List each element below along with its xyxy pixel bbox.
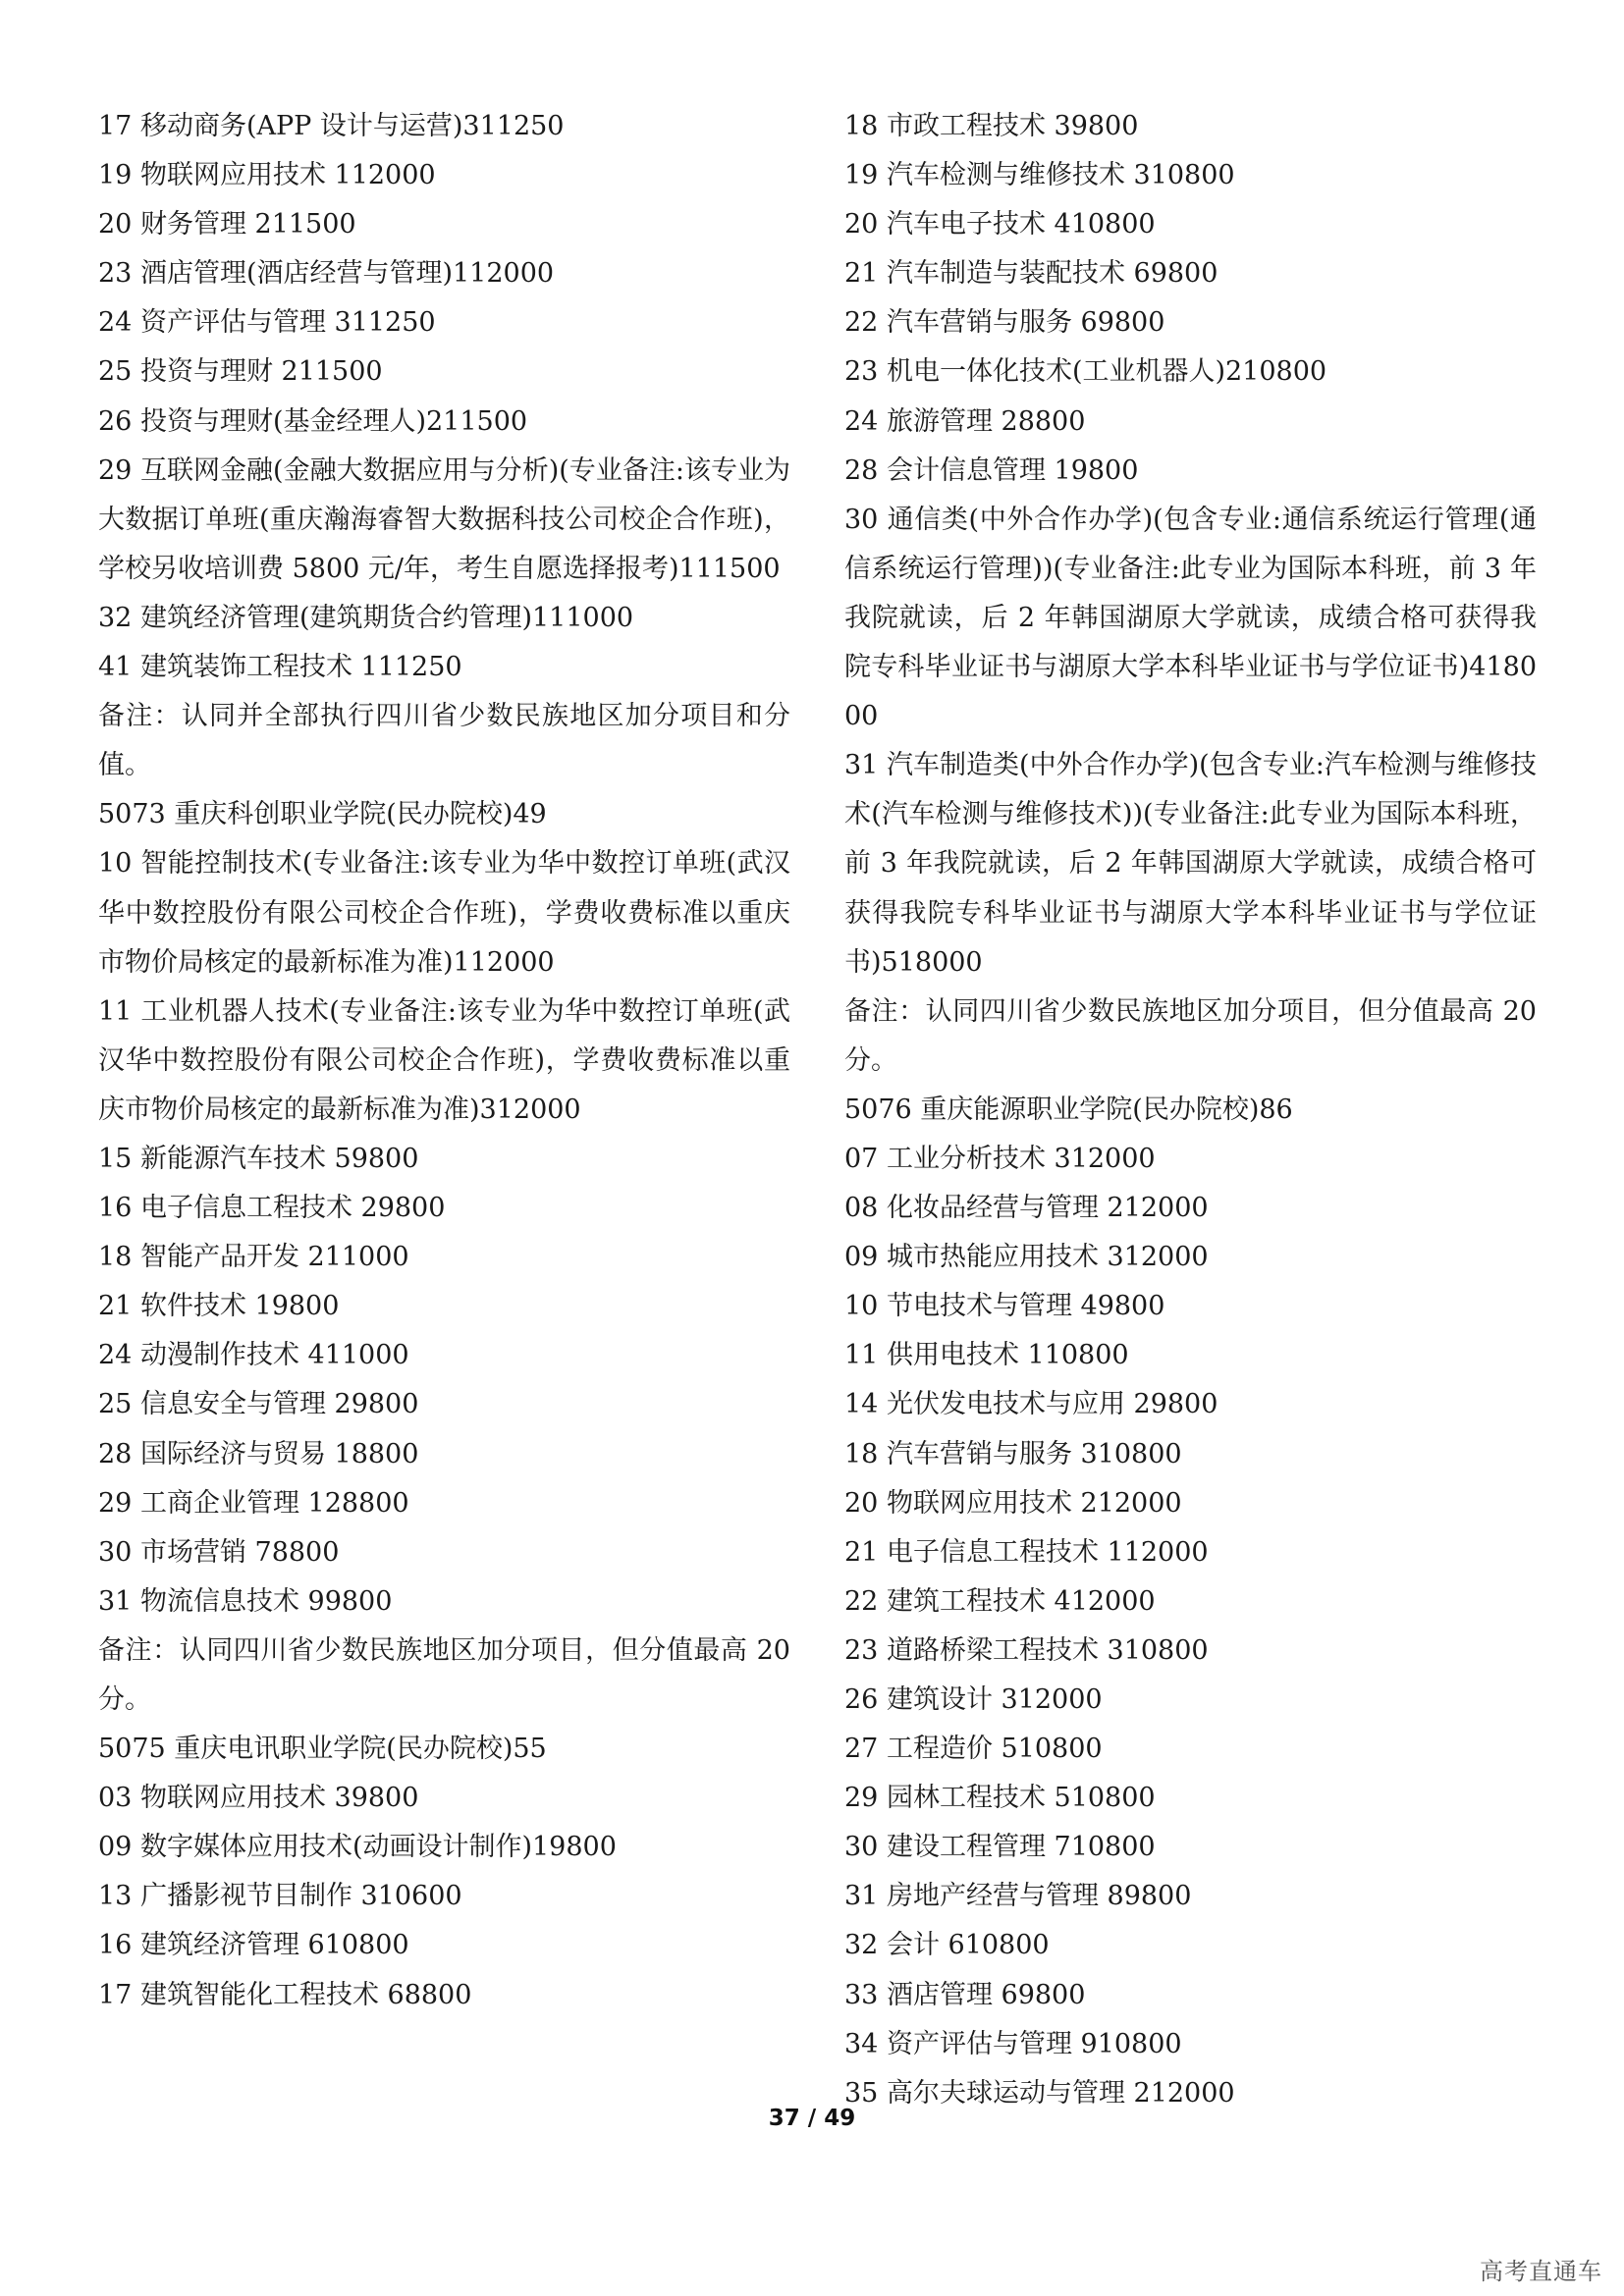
list-item: 21 汽车制造与装配技术 69800 (844, 258, 1218, 290)
list-item: 13 广播影视节目制作 310600 (98, 1881, 462, 1912)
list-item: 23 道路桥梁工程技术 310800 (844, 1634, 1209, 1666)
list-item: 24 资产评估与管理 311250 (98, 307, 436, 339)
list-item: 22 汽车营销与服务 69800 (844, 307, 1165, 339)
list-item: 34 资产评估与管理 910800 (844, 2028, 1182, 2059)
list-item: 27 工程造价 510800 (844, 1734, 1103, 1765)
list-item: 07 工业分析技术 312000 (844, 1143, 1156, 1174)
list-item: 28 国际经济与贸易 18800 (98, 1438, 419, 1469)
list-item: 备注：认同四川省少数民族地区加分项目，但分值最高 20 分。 (98, 1634, 790, 1715)
list-item: 16 电子信息工程技术 29800 (98, 1193, 446, 1224)
list-item: 25 信息安全与管理 29800 (98, 1389, 419, 1420)
list-item: 30 市场营销 78800 (98, 1536, 340, 1568)
list-item: 22 建筑工程技术 412000 (844, 1585, 1156, 1617)
list-item: 20 财务管理 211500 (98, 209, 356, 240)
list-item: 21 电子信息工程技术 112000 (844, 1536, 1209, 1568)
list-item: 18 智能产品开发 211000 (98, 1242, 409, 1273)
list-item: 20 汽车电子技术 410800 (844, 209, 1156, 240)
right-column (844, 102, 1537, 2118)
list-item: 15 新能源汽车技术 59800 (98, 1143, 419, 1174)
list-item: 11 工业机器人技术(专业备注:该专业为华中数控订单班(武汉华中数控股份有限公司校企合作班)，学费收费标准以重庆市物价局核定的最新标准为准)312000 (98, 995, 790, 1125)
list-item: 32 会计 610800 (844, 1930, 1050, 1961)
list-item: 备注：认同并全部执行四川省少数民族地区加分项目和分值。 (98, 701, 790, 781)
list-item: 32 建筑经济管理(建筑期货合约管理)111000 (98, 602, 634, 633)
list-item: 5073 重庆科创职业学院(民办院校)49 (98, 799, 547, 830)
list-item: 30 通信类(中外合作办学)(包含专业:通信系统运行管理(通信系统运行管理))(专业备注:此专业为国际本科班，前 3 年我院就读，后 2 年韩国湖原大学就读，成绩合格可获得我院专科毕业证书与湖原大学本科毕业证书与学位证书)418000 (844, 504, 1537, 732)
list-item: 28 会计信息管理 19800 (844, 454, 1139, 486)
list-item: 03 物联网应用技术 39800 (98, 1783, 419, 1814)
list-item: 09 城市热能应用技术 312000 (844, 1242, 1209, 1273)
list-item: 18 汽车营销与服务 310800 (844, 1438, 1182, 1469)
list-item: 14 光伏发电技术与应用 29800 (844, 1389, 1218, 1420)
list-item: 31 物流信息技术 99800 (98, 1585, 393, 1617)
list-item: 08 化妆品经营与管理 212000 (844, 1193, 1209, 1224)
list-item: 26 建筑设计 312000 (844, 1684, 1103, 1715)
list-item: 11 供用电技术 110800 (844, 1340, 1129, 1371)
list-item: 31 房地产经营与管理 89800 (844, 1881, 1192, 1912)
list-item: 备注：认同四川省少数民族地区加分项目，但分值最高 20 分。 (844, 995, 1537, 1076)
page-number: 37 / 49 (768, 2106, 856, 2131)
list-item: 33 酒店管理 69800 (844, 1979, 1086, 2010)
list-item: 24 动漫制作技术 411000 (98, 1340, 409, 1371)
list-item: 18 市政工程技术 39800 (844, 111, 1139, 141)
list-item: 09 数字媒体应用技术(动画设计制作)19800 (98, 1832, 617, 1863)
list-item: 19 汽车检测与维修技术 310800 (844, 160, 1235, 191)
list-item: 31 汽车制造类(中外合作办学)(包含专业:汽车检测与维修技术(汽车检测与维修技术))(专业备注:此专业为国际本科班，前 3 年我院就读，后 2 年韩国湖原大学就读，成绩合格可获得我院专科毕业证书与湖原大学本科毕业证书与学位证书)518000 (844, 750, 1537, 978)
list-item: 35 高尔夫球运动与管理 212000 (844, 2077, 1235, 2109)
list-item: 17 建筑智能化工程技术 68800 (98, 1979, 472, 2010)
list-item: 10 节电技术与管理 49800 (844, 1291, 1165, 1322)
list-item: 29 工商企业管理 128800 (98, 1487, 409, 1519)
list-item: 30 建设工程管理 710800 (844, 1832, 1156, 1863)
watermark-logo-text: 高考直通车 (1480, 2258, 1602, 2285)
list-item: 24 旅游管理 28800 (844, 405, 1086, 437)
list-item: 29 园林工程技术 510800 (844, 1783, 1156, 1814)
list-item: 5076 重庆能源职业学院(民办院校)86 (844, 1094, 1293, 1125)
list-item: 16 建筑经济管理 610800 (98, 1930, 409, 1961)
list-item: 41 建筑装饰工程技术 111250 (98, 652, 462, 683)
list-item: 20 物联网应用技术 212000 (844, 1487, 1182, 1519)
list-item: 25 投资与理财 211500 (98, 356, 383, 388)
list-item: 23 酒店管理(酒店经营与管理)112000 (98, 258, 555, 290)
left-column (98, 102, 790, 2020)
list-item: 26 投资与理财(基金经理人)211500 (98, 405, 528, 437)
list-item: 19 物联网应用技术 112000 (98, 160, 436, 191)
list-item: 5075 重庆电讯职业学院(民办院校)55 (98, 1734, 547, 1765)
list-item: 21 软件技术 19800 (98, 1291, 340, 1322)
list-item: 23 机电一体化技术(工业机器人)210800 (844, 356, 1327, 388)
list-item: 17 移动商务(APP 设计与运营)311250 (98, 111, 565, 141)
list-item: 29 互联网金融(金融大数据应用与分析)(专业备注:该专业为大数据订单班(重庆瀚海睿智大数据科技公司校企合作班)，学校另收培训费 5800 元/年，考生自愿选择报考)111500 (98, 454, 790, 584)
list-item: 10 智能控制技术(专业备注:该专业为华中数控订单班(武汉华中数控股份有限公司校企合作班)，学费收费标准以重庆市物价局核定的最新标准为准)112000 (98, 848, 790, 978)
